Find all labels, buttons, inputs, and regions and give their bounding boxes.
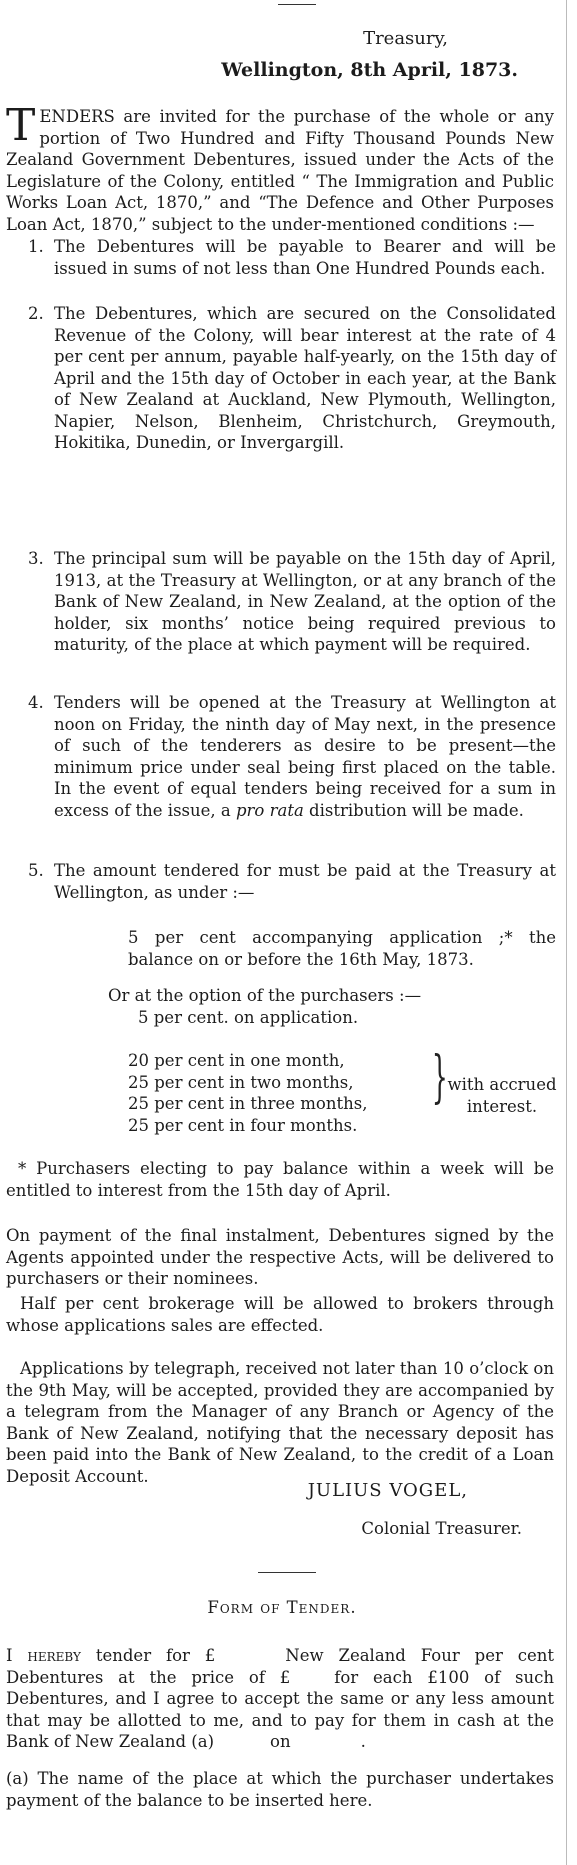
alt-first-payment: 5 per cent. on application.: [138, 1008, 359, 1027]
form-part-4: on: [270, 1732, 291, 1751]
brokerage-note: Half per cent brokerage will be allowed to brokers through whose applications sales are effected.: [6, 1294, 554, 1335]
form-note-marker: (a): [6, 1769, 29, 1788]
payment-option-1: 5 per cent accompanying application ;* the balance on or before the 16th May, 1873.: [128, 928, 556, 969]
instalment-item: 25 per cent in four months.: [128, 1115, 358, 1135]
form-body: [6, 1645, 554, 1753]
intro-caps: ENDERS: [39, 107, 115, 126]
intro-paragraph: [6, 100, 554, 235]
condition-text-end: distribution will be made.: [303, 800, 524, 820]
instalment-list: [128, 1050, 367, 1136]
condition-text: The principal sum will be payable on the 15th day of April, 1913, at the Treasury at Wellington, or at any branch of the Bank of New Zealand, in New Zealand, at the option of the holder, six months’ notice being required previous to maturity, of the place at which payment will be required.: [54, 549, 556, 654]
condition-number: 1.: [28, 237, 44, 256]
condition-number: 2.: [28, 304, 44, 323]
instalment-item: 25 per cent in two months,: [128, 1072, 354, 1092]
drop-cap: T: [6, 100, 36, 151]
condition-number: 3.: [28, 549, 44, 568]
condition-number: 5.: [28, 861, 44, 880]
condition-5: [28, 860, 556, 903]
adjacent-column-edge: [566, 0, 577, 1865]
condition-2: [28, 303, 556, 454]
form-part-1: tender for £: [80, 1646, 216, 1665]
instalment-item: 20 per cent in one month,: [128, 1051, 345, 1070]
condition-text: The Debentures will be payable to Bearer and will be issued in sums of not less than One Hundred Pounds each.: [54, 237, 556, 278]
form-part-5: .: [360, 1732, 366, 1751]
condition-text: The amount tendered for must be paid at the Treasury at Wellington, as under :—: [54, 861, 556, 902]
telegraph-note: Applications by telegraph, received not later than 10 o’clock on the 9th May, will be accepted, provided they are accompanied by a telegram from the Manager of any Branch or Agency of the Bank of New Zealand, notifying that the necessary deposit has been paid into the Bank of New Zealand, to the credit of a Loan Deposit Account.: [6, 1359, 554, 1486]
intro-text: are invited for the purchase of the whole or any portion of Two Hundred and Fifty Thousand Pounds New Zealand Government Debentures, issued under the Acts of the Legislature of the Colony, entitled “ The Immigration and Public Works Loan Act, 1870,” and “The Defence and Other Purposes Loan Act, 1870,” subject to the under-mentioned conditions :—: [6, 107, 554, 234]
condition-4: [28, 692, 556, 821]
brace-glyph: }: [431, 1045, 448, 1110]
form-note-text: The name of the place at which the purchaser undertakes payment of the balance to be inserted here.: [6, 1769, 554, 1810]
form-part-3: for each £100 of such Debentures, and I agree to accept the same or any less amount that may be allotted to me, and to pay for them in cash at the Bank of New Zealand (a): [6, 1667, 554, 1751]
brace-note: with accrued interest.: [447, 1075, 557, 1116]
form-part-2: New Zealand Four per cent Debentures at the price of £: [6, 1646, 554, 1687]
pro-rata-term: pro rata: [235, 800, 304, 820]
signature-name: JULIUS VOGEL,: [307, 1480, 468, 1501]
instalment-item: 25 per cent in three months,: [128, 1094, 368, 1113]
footnote: * Purchasers electing to pay balance within a week will be entitled to interest from the 15th day of April.: [6, 1159, 554, 1200]
condition-3: [28, 548, 556, 656]
header-place: Treasury,: [363, 28, 448, 49]
condition-number: 4.: [28, 693, 44, 712]
signature-title: Colonial Treasurer.: [361, 1519, 522, 1538]
form-lead: I hereby: [6, 1646, 81, 1665]
final-instalment-note: On payment of the final instalment, Debentures signed by the Agents appointed under the respective Acts, will be delivered to purchasers or their nominees.: [6, 1226, 554, 1288]
condition-text: The Debentures, which are secured on the Consolidated Revenue of the Colony, will bear interest at the rate of 4 per cent per annum, payable half-yearly, on the 15th day of April and the 15th day of October in each year, at the Bank of New Zealand at Auckland, New Plymouth, Wellington, Napier, Nelson, Blenheim, Christchurch, Greymouth, Hokitika, Dunedin, or Invergargill.: [54, 304, 556, 452]
header-date: Wellington, 8th April, 1873.: [221, 59, 518, 81]
alt-heading: Or at the option of the purchasers :—: [108, 986, 422, 1005]
condition-1: [28, 236, 556, 279]
form-title: Form of Tender.: [207, 1598, 357, 1617]
section-divider: [258, 1572, 316, 1573]
form-footnote: [6, 1768, 554, 1811]
top-divider: [278, 4, 316, 5]
notice-column: [6, 0, 558, 1865]
condition-text: Tenders will be opened at the Treasury at Wellington at noon on Friday, the ninth day of May next, in the presence of such of the tenderers as desire to be present—the minimum price under seal being first placed on the table. In the event of equal tenders being received for a sum in excess of the issue, a: [54, 693, 556, 820]
